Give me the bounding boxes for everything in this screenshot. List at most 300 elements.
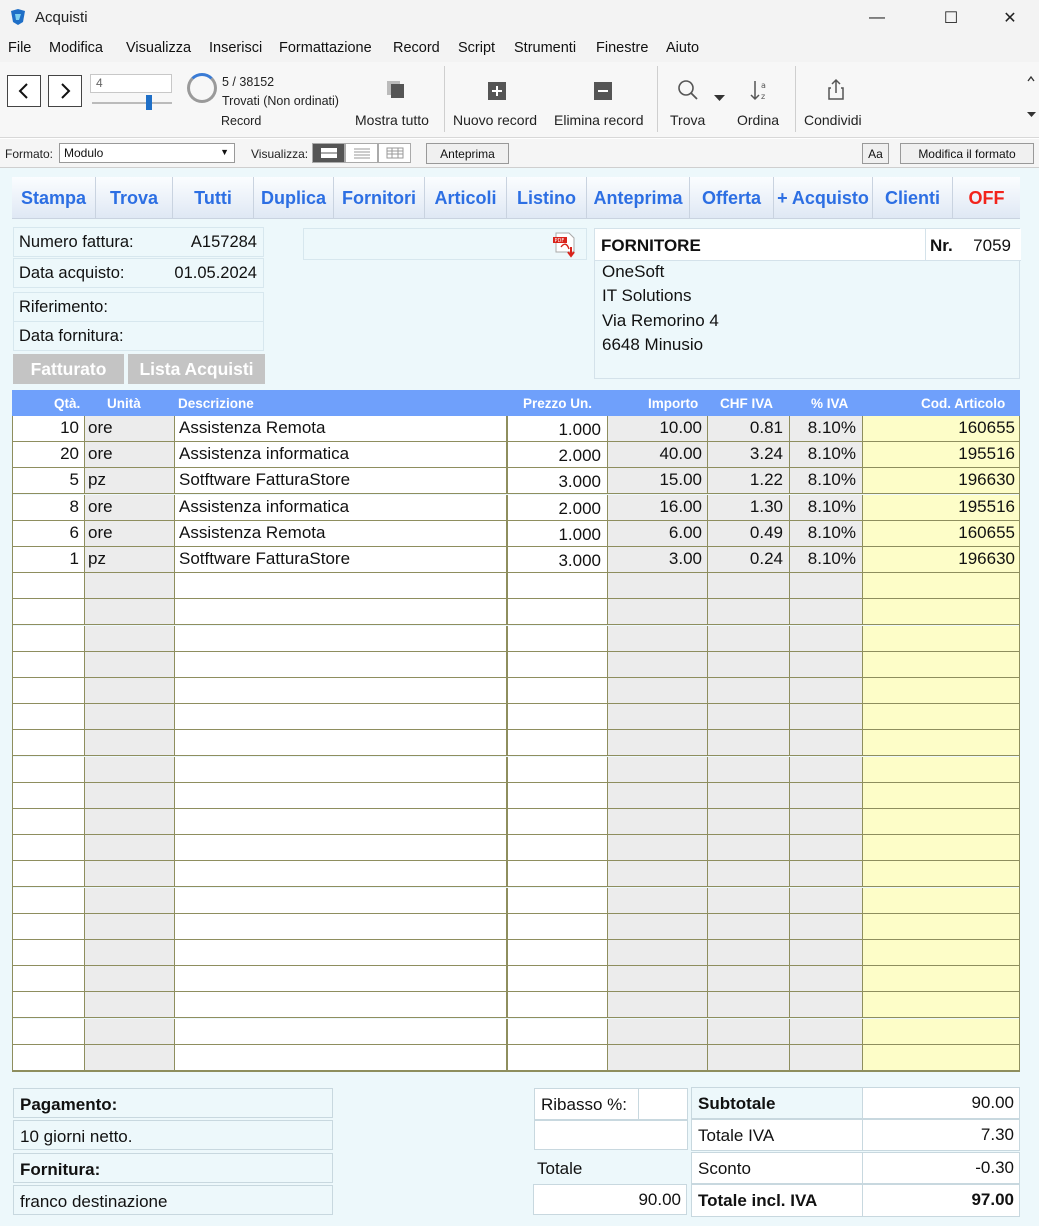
vat-percent-cell[interactable] (790, 1045, 863, 1071)
close-button[interactable] (987, 0, 1033, 36)
vat-label: Totale IVA (698, 1126, 775, 1145)
close-icon: ✕ (1003, 10, 1017, 27)
nav-stampa-button[interactable]: Stampa (12, 177, 96, 219)
article-code-cell[interactable] (863, 704, 1019, 730)
qty-cell[interactable] (13, 835, 85, 861)
unit-cell[interactable] (85, 730, 175, 756)
pdf-icon[interactable] (552, 231, 580, 259)
find-dropdown-icon[interactable] (714, 95, 725, 102)
article-code-cell[interactable] (863, 940, 1019, 966)
vat-percent-cell[interactable] (790, 757, 863, 783)
subtotal-field (862, 1087, 1020, 1119)
unit-cell[interactable] (85, 573, 175, 599)
vat-percent-cell[interactable]: 8.10% (790, 416, 863, 442)
amount-cell[interactable]: 3.00 (608, 547, 708, 573)
description-cell[interactable] (175, 730, 507, 756)
description-cell[interactable] (175, 678, 507, 704)
unit-cell[interactable]: ore (85, 521, 175, 547)
unit-cell[interactable] (85, 757, 175, 783)
qty-cell[interactable]: 20 (13, 442, 85, 468)
unit-price-cell[interactable] (507, 652, 608, 678)
unit-price-cell[interactable] (507, 626, 608, 652)
description-cell[interactable]: Sotftware FatturaStore (175, 468, 507, 494)
menu-script[interactable]: Script (458, 40, 496, 56)
form-view-icon (320, 147, 338, 159)
vat-percent-cell[interactable] (790, 573, 863, 599)
amount-cell[interactable] (608, 757, 708, 783)
reference-field[interactable] (13, 292, 264, 322)
unit-cell[interactable] (85, 626, 175, 652)
amount-cell[interactable]: 40.00 (608, 442, 708, 468)
table-row (13, 521, 1019, 547)
amount-cell[interactable] (608, 599, 708, 625)
vat-chf-cell[interactable] (708, 626, 790, 652)
text-format-button[interactable]: Aa (862, 143, 889, 164)
vat-percent-cell[interactable] (790, 783, 863, 809)
amount-cell[interactable] (608, 783, 708, 809)
view-table-button[interactable] (378, 143, 411, 163)
amount-cell[interactable] (608, 652, 708, 678)
article-code-cell[interactable]: 196630 (863, 468, 1019, 494)
vat-percent-cell[interactable] (790, 888, 863, 914)
next-record-button[interactable] (48, 75, 82, 107)
description-cell[interactable] (175, 626, 507, 652)
description-cell[interactable] (175, 914, 507, 940)
qty-cell[interactable] (13, 966, 85, 992)
qty-cell[interactable] (13, 940, 85, 966)
unit-cell[interactable]: ore (85, 416, 175, 442)
amount-cell[interactable] (608, 1045, 708, 1071)
nav-add-purchase-button[interactable]: + Acquisto (774, 177, 873, 219)
nav-listino-button[interactable]: Listino (507, 177, 587, 219)
qty-cell[interactable] (13, 861, 85, 887)
unit-cell[interactable] (85, 652, 175, 678)
qty-cell[interactable]: 5 (13, 468, 85, 494)
description-cell[interactable] (175, 835, 507, 861)
vat-percent-cell[interactable] (790, 678, 863, 704)
col-chf-header: CHF IVA (720, 396, 773, 411)
nav-fornitori-button[interactable]: Fornitori (334, 177, 425, 219)
vat-chf-cell[interactable] (708, 757, 790, 783)
vat-chf-cell[interactable] (708, 835, 790, 861)
unit-price-cell[interactable] (507, 730, 608, 756)
unit-cell[interactable] (85, 888, 175, 914)
article-code-cell[interactable]: 160655 (863, 416, 1019, 442)
unit-price-cell[interactable] (507, 914, 608, 940)
minimize-button[interactable] (854, 0, 900, 36)
description-cell[interactable] (175, 783, 507, 809)
svg-text:a: a (761, 81, 766, 90)
amount-cell[interactable] (608, 678, 708, 704)
description-cell[interactable] (175, 599, 507, 625)
amount-cell[interactable] (608, 861, 708, 887)
discount-extra-field[interactable] (534, 1120, 688, 1150)
collapse-toolbar-icon[interactable] (1026, 74, 1036, 84)
toolbar-menu-icon[interactable] (1027, 112, 1036, 118)
description-cell[interactable]: Assistenza Remota (175, 521, 507, 547)
supply-value: franco destinazione (20, 1192, 168, 1211)
unit-price-cell[interactable]: 1.000 (507, 416, 608, 442)
qty-cell[interactable] (13, 573, 85, 599)
unit-price-cell[interactable] (507, 940, 608, 966)
payment-field[interactable] (13, 1120, 333, 1150)
col-piva-header: % IVA (811, 396, 849, 411)
description-cell[interactable]: Sotftware FatturaStore (175, 547, 507, 573)
unit-cell[interactable] (85, 914, 175, 940)
qty-cell[interactable] (13, 783, 85, 809)
record-slider[interactable] (92, 102, 172, 104)
article-code-cell[interactable] (863, 888, 1019, 914)
article-code-cell[interactable] (863, 757, 1019, 783)
qty-cell[interactable]: 6 (13, 521, 85, 547)
sconto-field (862, 1152, 1020, 1184)
unit-price-cell[interactable] (507, 888, 608, 914)
unit-price-cell[interactable] (507, 678, 608, 704)
vat-chf-cell[interactable] (708, 1045, 790, 1071)
unit-cell[interactable] (85, 678, 175, 704)
menu-formattazione[interactable]: Formattazione (279, 40, 372, 56)
unit-price-cell[interactable] (507, 599, 608, 625)
vat-percent-cell[interactable] (790, 835, 863, 861)
amount-cell[interactable] (608, 573, 708, 599)
qty-cell[interactable] (13, 599, 85, 625)
vat-chf-cell[interactable] (708, 783, 790, 809)
unit-cell[interactable] (85, 966, 175, 992)
unit-cell[interactable] (85, 599, 175, 625)
amount-cell[interactable]: 10.00 (608, 416, 708, 442)
table-row (13, 573, 1019, 599)
vat-chf-cell[interactable] (708, 599, 790, 625)
qty-cell[interactable] (13, 914, 85, 940)
nav-tutti-button[interactable]: Tutti (173, 177, 254, 219)
view-list-button[interactable] (345, 143, 378, 163)
qty-cell[interactable] (13, 678, 85, 704)
vat-chf-cell[interactable] (708, 861, 790, 887)
vat-percent-cell[interactable] (790, 992, 863, 1018)
record-number-field[interactable]: 4 (90, 74, 172, 93)
items-table (12, 416, 1020, 1072)
vat-chf-cell[interactable] (708, 809, 790, 835)
nav-off-button[interactable]: OFF (968, 187, 1005, 208)
unit-cell[interactable] (85, 992, 175, 1018)
chevron-left-icon (17, 82, 31, 100)
edit-layout-button[interactable]: Modifica il formato (900, 143, 1034, 164)
unit-price-cell[interactable]: 3.000 (507, 547, 608, 573)
vat-percent-cell[interactable] (790, 966, 863, 992)
menu-record[interactable]: Record (393, 40, 440, 56)
article-code-cell[interactable] (863, 730, 1019, 756)
menu-aiuto[interactable]: Aiuto (666, 40, 700, 56)
description-cell[interactable] (175, 1019, 507, 1045)
amount-cell[interactable]: 15.00 (608, 468, 708, 494)
vat-chf-cell[interactable] (708, 888, 790, 914)
unit-price-cell[interactable]: 2.000 (507, 495, 608, 521)
chevron-right-icon (58, 82, 72, 100)
purchase-date-field[interactable] (13, 258, 264, 288)
article-code-cell[interactable] (863, 1019, 1019, 1045)
article-code-cell[interactable] (863, 573, 1019, 599)
vat-percent-cell[interactable]: 8.10% (790, 468, 863, 494)
menu-strumenti[interactable]: Strumenti (514, 40, 577, 56)
unit-price-cell[interactable] (507, 835, 608, 861)
description-cell[interactable] (175, 652, 507, 678)
qty-cell[interactable]: 10 (13, 416, 85, 442)
table-row (13, 914, 1019, 940)
sconto-label-box (691, 1152, 863, 1184)
qty-cell[interactable] (13, 888, 85, 914)
supply-field[interactable] (13, 1185, 333, 1215)
unit-price-cell[interactable]: 3.000 (507, 468, 608, 494)
attachment-field[interactable] (303, 228, 587, 260)
amount-cell[interactable] (608, 940, 708, 966)
supplier-box (594, 228, 1020, 379)
col-prezzo-header: Prezzo Un. (523, 396, 593, 411)
chevron-down-icon: ▼ (220, 147, 229, 157)
invoice-number-field[interactable] (13, 227, 264, 257)
description-cell[interactable] (175, 861, 507, 887)
article-code-cell[interactable] (863, 652, 1019, 678)
vat-percent-cell[interactable] (790, 704, 863, 730)
article-code-cell[interactable] (863, 626, 1019, 652)
description-cell[interactable]: Assistenza Remota (175, 416, 507, 442)
unit-price-cell[interactable]: 2.000 (507, 442, 608, 468)
article-code-cell[interactable]: 195516 (863, 495, 1019, 521)
unit-cell[interactable] (85, 809, 175, 835)
description-cell[interactable] (175, 992, 507, 1018)
record-label: Record (221, 114, 262, 128)
vat-chf-cell[interactable] (708, 704, 790, 730)
preview-button[interactable]: Anteprima (426, 143, 509, 164)
description-cell[interactable]: Assistenza informatica (175, 442, 507, 468)
supplier-nr-value: 7059 (973, 236, 1011, 255)
record-slider-thumb[interactable] (146, 95, 152, 110)
article-code-cell[interactable] (863, 1045, 1019, 1071)
menu-inserisci[interactable]: Inserisci (209, 40, 263, 56)
unit-price-cell[interactable] (507, 704, 608, 730)
vat-chf-cell[interactable] (708, 573, 790, 599)
unit-price-cell[interactable] (507, 966, 608, 992)
menu-modifica[interactable]: Modifica (49, 40, 103, 56)
article-code-cell[interactable] (863, 599, 1019, 625)
menu-finestre[interactable]: Finestre (596, 40, 649, 56)
vat-percent-cell[interactable] (790, 861, 863, 887)
description-cell[interactable]: Assistenza informatica (175, 495, 507, 521)
amount-cell[interactable] (608, 966, 708, 992)
vat-chf-cell[interactable] (708, 992, 790, 1018)
sconto-label: Sconto (698, 1159, 751, 1178)
qty-cell[interactable]: 8 (13, 495, 85, 521)
unit-cell[interactable]: ore (85, 442, 175, 468)
unit-price-cell[interactable] (507, 757, 608, 783)
table-row (13, 678, 1019, 704)
unit-price-cell[interactable]: 1.000 (507, 521, 608, 547)
qty-cell[interactable] (13, 704, 85, 730)
found-set-pie-icon (187, 73, 217, 103)
total-field[interactable] (533, 1184, 687, 1215)
navigation-buttons (12, 177, 1020, 219)
amount-cell[interactable] (608, 626, 708, 652)
items-table-header (12, 390, 1020, 416)
table-row (13, 1045, 1019, 1071)
amount-cell[interactable]: 16.00 (608, 495, 708, 521)
unit-cell[interactable] (85, 835, 175, 861)
purchase-list-button[interactable]: Lista Acquisti (128, 354, 265, 384)
article-code-cell[interactable]: 160655 (863, 521, 1019, 547)
description-cell[interactable] (175, 704, 507, 730)
vat-chf-cell[interactable]: 0.24 (708, 547, 790, 573)
article-code-cell[interactable]: 195516 (863, 442, 1019, 468)
nav-anteprima-button[interactable]: Anteprima (587, 177, 690, 219)
unit-cell[interactable] (85, 1045, 175, 1071)
qty-cell[interactable] (13, 730, 85, 756)
vat-percent-cell[interactable] (790, 599, 863, 625)
amount-cell[interactable] (608, 888, 708, 914)
qty-cell[interactable] (13, 1019, 85, 1045)
unit-price-cell[interactable] (507, 861, 608, 887)
vat-chf-cell[interactable] (708, 914, 790, 940)
vat-chf-cell[interactable]: 0.81 (708, 416, 790, 442)
nav-trova-button[interactable]: Trova (96, 177, 173, 219)
nav-clienti-button[interactable]: Clienti (873, 177, 953, 219)
qty-cell[interactable] (13, 809, 85, 835)
vat-percent-cell[interactable] (790, 809, 863, 835)
description-cell[interactable] (175, 966, 507, 992)
vat-percent-cell[interactable]: 8.10% (790, 521, 863, 547)
fatturato-button[interactable]: Fatturato (13, 354, 124, 384)
qty-cell[interactable] (13, 1045, 85, 1071)
toolbar-separator (657, 66, 658, 132)
qty-cell[interactable]: 1 (13, 547, 85, 573)
vat-chf-cell[interactable] (708, 730, 790, 756)
minus-icon (594, 82, 612, 100)
grand-total-value: 97.00 (971, 1190, 1014, 1209)
amount-cell[interactable] (608, 1019, 708, 1045)
vat-percent-cell[interactable] (790, 652, 863, 678)
vat-percent-cell[interactable] (790, 626, 863, 652)
nav-offerta-button[interactable]: Offerta (690, 177, 774, 219)
discount-percent-field[interactable] (638, 1088, 688, 1120)
vat-percent-cell[interactable]: 8.10% (790, 442, 863, 468)
amount-cell[interactable] (608, 704, 708, 730)
vat-chf-cell[interactable]: 1.22 (708, 468, 790, 494)
qty-cell[interactable] (13, 757, 85, 783)
qty-cell[interactable] (13, 652, 85, 678)
description-cell[interactable] (175, 1045, 507, 1071)
vat-chf-cell[interactable]: 1.30 (708, 495, 790, 521)
unit-price-cell[interactable] (507, 992, 608, 1018)
unit-price-cell[interactable] (507, 1045, 608, 1071)
amount-cell[interactable] (608, 914, 708, 940)
vat-percent-cell[interactable]: 8.10% (790, 495, 863, 521)
nav-articoli-button[interactable]: Articoli (425, 177, 507, 219)
amount-cell[interactable] (608, 809, 708, 835)
vat-chf-cell[interactable] (708, 966, 790, 992)
maximize-button[interactable] (928, 0, 974, 36)
format-select-value: Modulo (64, 146, 104, 160)
article-code-cell[interactable] (863, 835, 1019, 861)
vat-percent-cell[interactable] (790, 1019, 863, 1045)
view-form-button[interactable] (312, 143, 345, 163)
unit-cell[interactable]: pz (85, 547, 175, 573)
supplier-nr-label: Nr. (930, 236, 953, 255)
grand-total-label-box (691, 1184, 863, 1217)
qty-cell[interactable] (13, 992, 85, 1018)
article-code-cell[interactable] (863, 992, 1019, 1018)
description-cell[interactable] (175, 757, 507, 783)
vat-chf-cell[interactable] (708, 940, 790, 966)
form-layout (0, 168, 1039, 1226)
description-cell[interactable] (175, 888, 507, 914)
vat-chf-cell[interactable] (708, 678, 790, 704)
table-row (13, 704, 1019, 730)
vat-value: 7.30 (980, 1125, 1014, 1144)
unit-cell[interactable] (85, 861, 175, 887)
article-code-cell[interactable] (863, 809, 1019, 835)
unit-cell[interactable]: pz (85, 468, 175, 494)
unit-cell[interactable] (85, 940, 175, 966)
list-view-icon (353, 147, 371, 159)
vat-chf-cell[interactable]: 0.49 (708, 521, 790, 547)
unit-price-cell[interactable] (507, 1019, 608, 1045)
amount-cell[interactable] (608, 835, 708, 861)
article-code-cell[interactable] (863, 678, 1019, 704)
menu-file[interactable]: File (8, 40, 32, 56)
vat-label-box (691, 1119, 863, 1151)
vat-percent-cell[interactable] (790, 940, 863, 966)
article-code-cell[interactable] (863, 914, 1019, 940)
table-row (13, 730, 1019, 756)
article-code-cell[interactable]: 196630 (863, 547, 1019, 573)
qty-cell[interactable] (13, 626, 85, 652)
supply-label-box (13, 1153, 333, 1183)
supply-date-field[interactable] (13, 321, 264, 351)
menu-visualizza[interactable]: Visualizza (126, 40, 192, 56)
article-code-cell[interactable] (863, 783, 1019, 809)
supplier-heading: FORNITORE (601, 236, 701, 255)
format-select[interactable] (59, 143, 235, 163)
vat-percent-cell[interactable] (790, 730, 863, 756)
unit-cell[interactable] (85, 704, 175, 730)
svg-text:z: z (761, 92, 766, 101)
article-code-cell[interactable] (863, 966, 1019, 992)
table-row (13, 757, 1019, 783)
vat-chf-cell[interactable] (708, 652, 790, 678)
vat-percent-cell[interactable]: 8.10% (790, 547, 863, 573)
vat-percent-cell[interactable] (790, 914, 863, 940)
description-cell[interactable] (175, 809, 507, 835)
description-cell[interactable] (175, 573, 507, 599)
vat-field (862, 1119, 1020, 1151)
svg-text:PDF: PDF (554, 238, 565, 244)
supplier-line: IT Solutions (602, 286, 692, 305)
description-cell[interactable] (175, 940, 507, 966)
nav-duplica-button[interactable]: Duplica (254, 177, 334, 219)
unit-cell[interactable] (85, 783, 175, 809)
previous-record-button[interactable] (7, 75, 41, 107)
vat-chf-cell[interactable]: 3.24 (708, 442, 790, 468)
invoice-number-label: Numero fattura: (19, 233, 134, 251)
unit-cell[interactable]: ore (85, 495, 175, 521)
article-code-cell[interactable] (863, 861, 1019, 887)
unit-price-cell[interactable] (507, 783, 608, 809)
unit-price-cell[interactable] (507, 809, 608, 835)
vat-chf-cell[interactable] (708, 1019, 790, 1045)
amount-cell[interactable] (608, 992, 708, 1018)
unit-cell[interactable] (85, 1019, 175, 1045)
unit-price-cell[interactable] (507, 573, 608, 599)
amount-cell[interactable] (608, 730, 708, 756)
amount-cell[interactable]: 6.00 (608, 521, 708, 547)
